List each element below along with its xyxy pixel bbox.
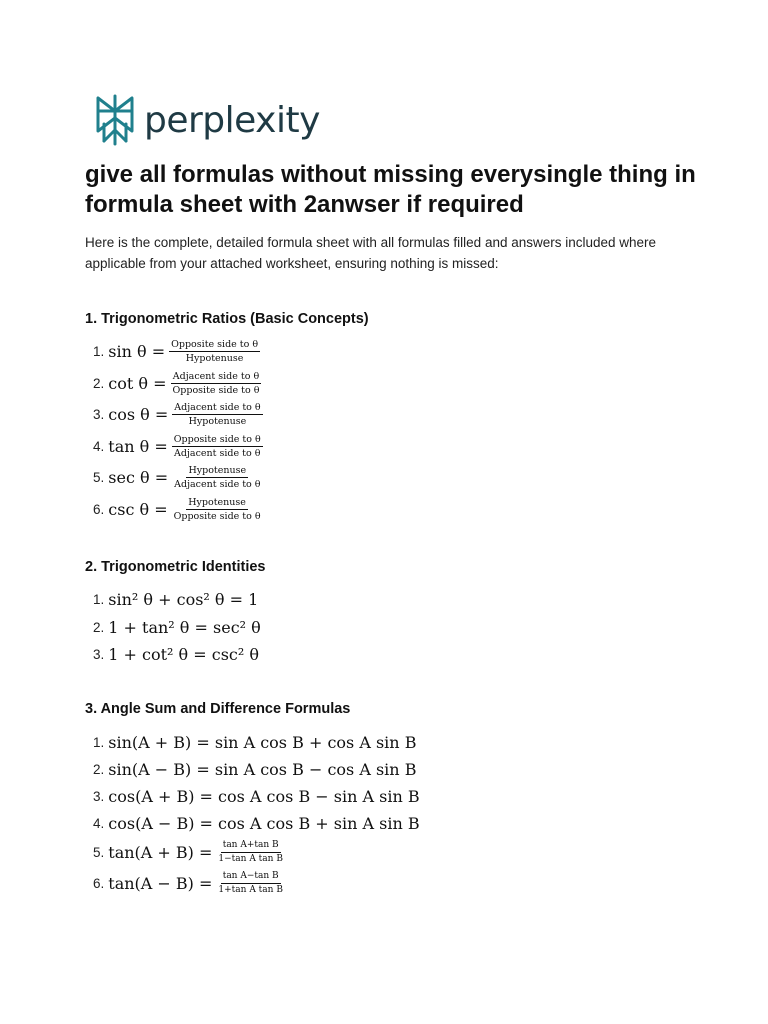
fraction-denominator: 1−tan A tan B — [218, 854, 283, 864]
formula-number: 4. — [93, 816, 105, 831]
fraction — [216, 871, 285, 896]
fraction — [172, 497, 263, 522]
brand-name: perplexity — [144, 99, 320, 141]
fraction-denominator: Adjacent side to θ — [174, 479, 261, 491]
formula — [108, 434, 262, 459]
formula-item — [93, 494, 263, 526]
section-title-trig-identities: 2. Trigonometric Identities — [85, 559, 266, 575]
section-title-trig-ratios: 1. Trigonometric Ratios (Basic Concepts) — [85, 311, 369, 327]
fraction-denominator: Opposite side to θ — [172, 384, 260, 396]
formula-item — [93, 756, 420, 783]
formula-lhs: tan θ = — [108, 436, 168, 456]
formula: sin(A − B) = sin A cos B − cos A sin B — [108, 760, 417, 779]
formula-list-angle-sum-difference — [93, 729, 420, 899]
formula-item — [93, 614, 261, 642]
fraction-denominator: Adjacent side to θ — [174, 447, 261, 459]
formula-lhs: tan(A + B) = — [108, 843, 213, 862]
formula-item — [93, 837, 420, 868]
fraction-denominator: 1+tan A tan B — [218, 885, 283, 895]
formula-item — [93, 336, 263, 368]
fraction-numerator: Opposite side to θ — [171, 339, 259, 351]
formula-lhs: cot θ = — [108, 373, 167, 393]
fraction — [171, 371, 262, 396]
fraction-numerator: tan A−tan B — [221, 871, 281, 884]
formula-number: 6. — [93, 876, 105, 891]
formula-number: 2. — [93, 375, 105, 391]
fraction — [172, 465, 262, 490]
fraction-denominator: Opposite side to θ — [173, 510, 261, 522]
formula — [108, 840, 285, 865]
fraction-numerator: Adjacent side to θ — [174, 402, 261, 414]
formula-item — [93, 641, 261, 669]
formula-item — [93, 810, 420, 837]
formula-item — [93, 399, 263, 431]
formula-item — [93, 783, 420, 810]
formula-number: 5. — [93, 845, 105, 860]
formula-number: 1. — [93, 344, 105, 360]
formula — [108, 371, 261, 396]
section-title-angle-sum-difference: 3. Angle Sum and Difference Formulas — [85, 701, 351, 717]
fraction — [172, 434, 263, 459]
formula-item — [93, 868, 420, 899]
formula-number: 3. — [93, 647, 105, 663]
formula — [108, 871, 285, 896]
formula: cos(A − B) = cos A cos B + sin A sin B — [108, 814, 420, 833]
fraction — [169, 339, 260, 364]
formula-lhs: cos θ = — [108, 405, 169, 425]
formula-number: 1. — [93, 735, 105, 750]
formula-number: 3. — [93, 789, 105, 804]
formula — [108, 402, 262, 427]
perplexity-logo — [94, 94, 320, 146]
formula-number: 2. — [93, 762, 105, 777]
formula-item — [93, 368, 263, 400]
fraction-denominator: Hypotenuse — [188, 416, 247, 428]
formula-item — [93, 462, 263, 494]
formula-lhs: sec θ = — [108, 468, 169, 488]
formula — [108, 497, 262, 522]
formula-list-trig-ratios — [93, 336, 263, 525]
fraction-numerator: Opposite side to θ — [173, 433, 261, 445]
fraction-numerator: Hypotenuse — [188, 496, 246, 508]
formula — [108, 465, 262, 490]
fraction-numerator: Adjacent side to θ — [172, 370, 260, 382]
formula-number: 5. — [93, 470, 105, 486]
fraction — [172, 402, 262, 427]
formula-item — [93, 729, 420, 756]
answer-intro: Here is the complete, detailed formula sheet with all formulas filled and answers included where applicable from your attached worksheet, ensuring nothing is missed: — [85, 235, 657, 271]
fraction — [216, 840, 285, 865]
formula-number: 2. — [93, 619, 105, 635]
formula-lhs: tan(A − B) = — [108, 874, 213, 893]
formula-lhs: csc θ = — [108, 499, 168, 519]
formula: sin² θ + cos² θ = 1 — [108, 590, 259, 610]
formula — [108, 339, 260, 364]
formula-number: 1. — [93, 592, 105, 608]
formula-list-trig-identities — [93, 586, 261, 669]
perplexity-logo-icon — [94, 94, 136, 146]
fraction-denominator: Hypotenuse — [185, 353, 244, 365]
question-title: give all formulas without missing everysingle thing in formula sheet with 2anwser if required — [85, 161, 696, 218]
formula: 1 + tan² θ = sec² θ — [108, 617, 261, 637]
formula-number: 6. — [93, 501, 105, 517]
formula-lhs: sin θ = — [108, 342, 166, 362]
formula-item — [93, 586, 261, 614]
fraction-numerator: tan A+tan B — [221, 840, 281, 853]
formula: 1 + cot² θ = csc² θ — [108, 645, 260, 665]
formula: cos(A + B) = cos A cos B − sin A sin B — [108, 787, 420, 806]
formula-number: 3. — [93, 407, 105, 423]
fraction-numerator: Hypotenuse — [188, 465, 247, 477]
formula-item — [93, 431, 263, 463]
formula-number: 4. — [93, 438, 105, 454]
formula: sin(A + B) = sin A cos B + cos A sin B — [108, 733, 417, 752]
